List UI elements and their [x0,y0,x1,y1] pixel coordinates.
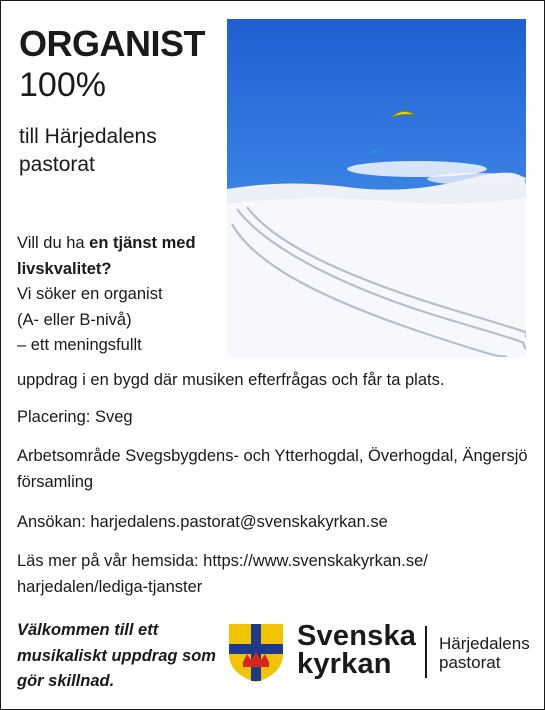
logo-divider [425,626,427,678]
intro-line-2: Vi söker en organist [17,285,163,303]
svenska-kyrkan-crest-icon [229,624,283,682]
work-area-text: Arbetsområde Svegsbygdens- och Ytterhogdal, Överhogdal, Ängersjö församling [17,447,528,491]
unit-line-1: Härjedalens [439,634,530,653]
employer-subtitle: till Härjedalens pastorat [19,125,157,176]
intro-lead: Vill du ha [17,234,90,252]
welcome-text: Välkommen till ett musikaliskt uppdrag som gör skillnad. [17,621,216,690]
logo-wordmark [297,622,416,678]
intro-continuation: uppdrag i en bygd där musiken efterfrågas och får ta plats. [17,371,445,389]
winter-landscape-photo [227,19,526,357]
intro-text [17,231,217,359]
intro-line-3: (A- eller B-nivå) [17,310,132,329]
wordmark-line-2: kyrkan [297,648,392,680]
intro-line-4: – ett meningsfullt [17,336,142,354]
more-info-text: Läs mer på vår hemsida: https://www.svenskakyrkan.se/ harjedalen/lediga-tjanster [17,552,428,596]
svenska-kyrkan-logo [229,622,539,682]
job-title: ORGANIST [19,23,206,64]
unit-line-2: pastorat [439,653,501,672]
placement-text: Placering: Sveg [17,408,133,426]
employment-rate: 100% [19,66,106,104]
wordmark-line-1: Svenska [297,620,417,652]
application-text: Ansökan: harjedalens.pastorat@svenskakyrkan.se [17,513,388,531]
logo-unit-name [439,634,530,672]
headline [19,25,219,179]
intro-highlight: en tjänst med livskvalitet? [17,234,196,278]
